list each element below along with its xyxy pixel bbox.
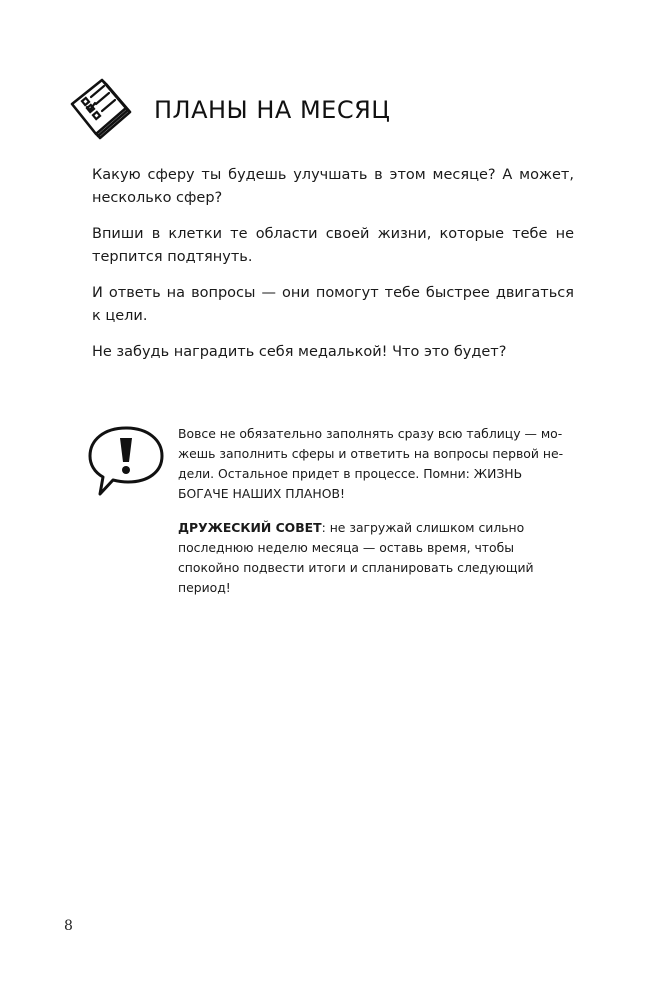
intro-paragraph: И ответь на вопросы — они помогут тебе быстрее двигаться к цели.	[92, 285, 574, 324]
advice-text: : не загружай слишком сильно последнюю неделю месяца — оставь время, чтобы спокойно подвести итоги и спланировать следующий период!	[178, 520, 534, 595]
tip-box	[178, 424, 572, 612]
intro-paragraph: Не забудь наградить себя медалькой! Что это будет?	[92, 344, 507, 360]
advice-label: ДРУЖЕСКИЙ СОВЕТ	[178, 520, 322, 535]
intro-paragraph: Какую сферу ты будешь улучшать в этом месяце? А может, несколько сфер?	[92, 167, 574, 206]
page-number: 8	[64, 918, 73, 934]
intro-paragraph: Впиши в клетки те области своей жизни, которые тебе не терпится подтянуть.	[92, 226, 574, 265]
tip-paragraph: Вовсе не обязательно заполнять сразу всю таблицу — можешь заполнить сферы и ответить на вопросы первой недели. Остальное придет в процессе. Помни: ЖИЗНЬ БОГАЧЕ НАШИХ ПЛАНОВ!	[178, 426, 564, 501]
page-title: ПЛАНЫ НА МЕСЯЦ	[154, 96, 391, 124]
exclamation-speech-bubble-icon	[86, 424, 166, 498]
advice-paragraph	[178, 518, 572, 598]
intro-text	[92, 164, 574, 377]
checklist-papers-icon	[66, 72, 140, 146]
section-header	[66, 72, 586, 152]
